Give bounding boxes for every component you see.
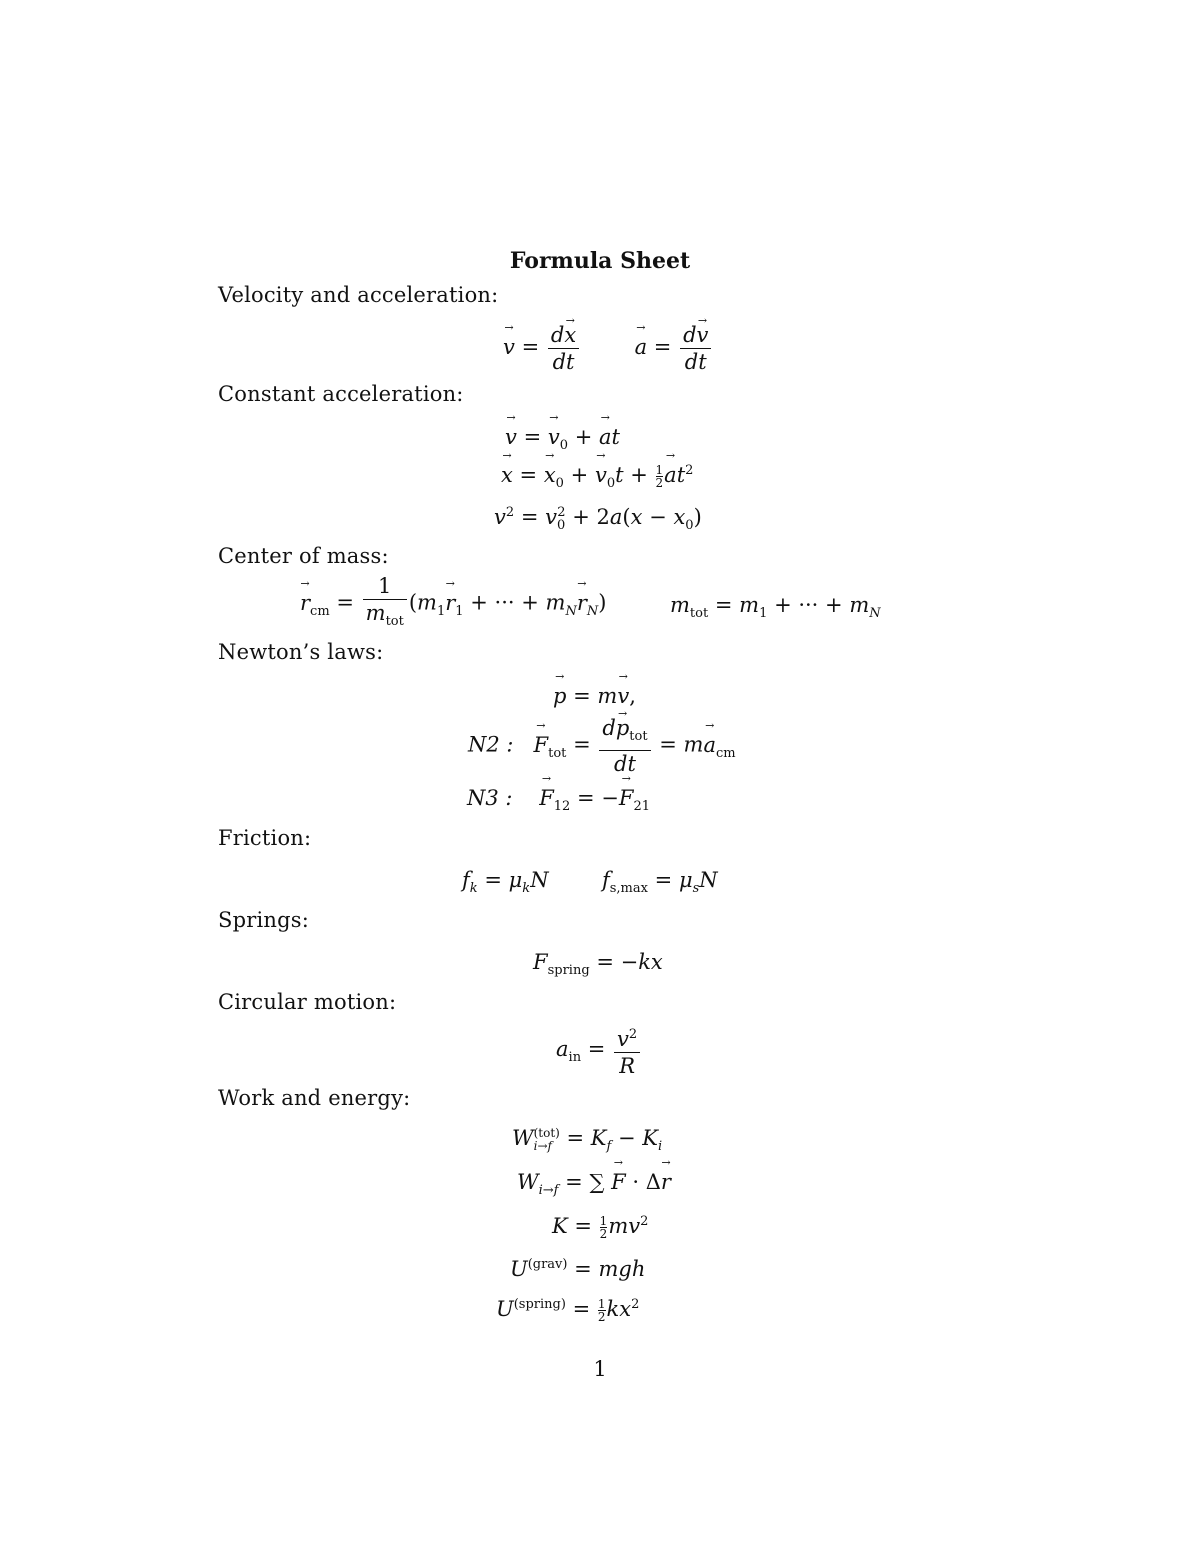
section-velocity-heading: Velocity and acceleration:	[218, 283, 499, 307]
equation-newton-second-law: N2 : → $F_{tot}$ = $\frac{d\to p_{tot}}{dt}$ = $m\to a_{cm}$	[468, 715, 736, 777]
superscript-grav: (grav)	[527, 1257, 568, 1272]
section-newton-heading: Newton’s laws:	[218, 640, 384, 664]
equation-newton-third-law: N3 : → $F_{12}$ = −→ $F_{21}$	[467, 786, 650, 814]
equation-work-energy-theorem: W (tot) i→f = $K_f - K_i$	[512, 1125, 663, 1155]
page-title: Formula Sheet	[509, 248, 691, 274]
equation-center-of-mass: → $r_{cm}$ = $\frac{1}{m_{tot}}$ ($m_1\to r_1$ + ··· + $m_N\to r_N$)	[300, 573, 606, 635]
section-constant-heading: Constant acceleration:	[218, 382, 464, 406]
subscript-in: in	[568, 1050, 582, 1066]
subscript-spring: spring	[547, 963, 590, 979]
equation-kinetic-energy: K = $\frac{1}{2}$ $mv^2$	[552, 1214, 649, 1241]
subscript-cm: cm	[310, 603, 330, 619]
equation-friction: $f_k = \mu_kN$ $f_{s,max} = \mu_sN$	[462, 868, 718, 897]
equation-spring-force: $F_{spring} = -kx$	[533, 950, 663, 979]
section-circular-heading: Circular motion:	[218, 990, 397, 1014]
n3-label: N3 :	[467, 786, 513, 810]
section-work-heading: Work and energy:	[218, 1086, 411, 1110]
section-center-of-mass-heading: Center of mass:	[218, 544, 389, 568]
subscript-smax: s,max	[609, 881, 648, 897]
equation-velocity-time: → v = → $v_0$ + → at	[505, 425, 620, 453]
equation-momentum: → p = m→ v,	[553, 684, 636, 708]
equation-centripetal: $a_{in}$ = $\frac{v^2}{R}$	[556, 1022, 642, 1079]
equation-position-time: → x = → $x_0$ + → $v_0t$ + $\frac{1}{2}$ → $at^2$	[501, 463, 693, 491]
equation-velocity-squared: $v^2 = v_0^2 + 2a(x - x_0)$	[494, 505, 702, 534]
superscript-tot: (tot)	[533, 1125, 560, 1140]
equation-gravitational-potential: $U^{(grav)}$ = mgh	[510, 1257, 646, 1281]
section-friction-heading: Friction:	[218, 826, 312, 850]
page-number: 1	[593, 1357, 607, 1381]
n2-label: N2 :	[468, 732, 514, 757]
section-springs-heading: Springs:	[218, 908, 310, 932]
superscript-spring: (spring)	[513, 1297, 566, 1312]
equation-spring-potential: $U^{(spring)}$ = $\frac{1}{2}$ $kx^2$	[496, 1297, 640, 1324]
equation-velocity-definitions: → v = $\frac{d\to x}{dt}$ → a = $\frac{d\to v}{dt}$	[503, 322, 713, 375]
equation-work-sum: $W_{i\to f}$ = ∑ → F · Δ→ r	[517, 1170, 671, 1198]
equation-total-mass: $m_{tot} = m_1$ + ··· + $m_N$	[670, 593, 881, 622]
